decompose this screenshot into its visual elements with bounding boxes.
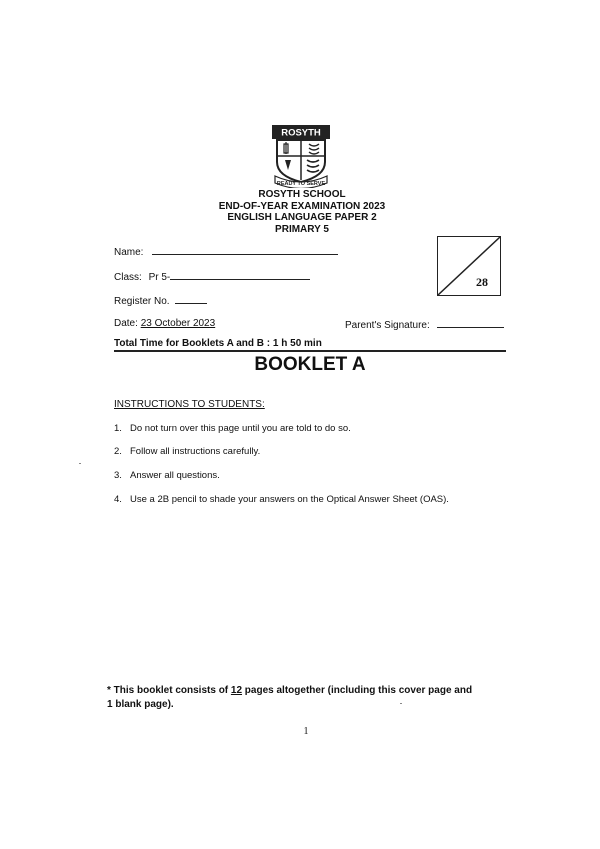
svg-text:READY TO SERVE: READY TO SERVE <box>276 181 326 187</box>
class-field <box>114 270 310 283</box>
booklet-title: BOOKLET A <box>254 354 366 375</box>
instruction-number: 2. <box>114 446 122 457</box>
page-count-number: 12 <box>230 685 243 696</box>
class-prefix: Pr 5- <box>148 272 171 283</box>
instruction-text: Use a 2B pencil to shade your answers on the Optical Answer Sheet (OAS). <box>130 494 449 505</box>
school-name: ROSYTH SCHOOL <box>258 189 346 200</box>
register-line[interactable] <box>175 294 207 304</box>
instruction-item <box>114 494 449 505</box>
school-crest-logo <box>271 124 331 188</box>
level-title: PRIMARY 5 <box>275 223 329 235</box>
instruction-item <box>114 446 260 457</box>
instruction-item <box>114 423 351 434</box>
instruction-number: 4. <box>114 494 122 505</box>
register-label: Register No. <box>114 296 170 307</box>
svg-text:ROSYTH: ROSYTH <box>281 127 321 139</box>
page-count-line-2: 1 blank page). <box>107 699 174 710</box>
date-value: 23 October 2023 <box>140 318 216 329</box>
instruction-number: 3. <box>114 470 122 481</box>
scan-speck <box>79 463 81 464</box>
instruction-number: 1. <box>114 423 122 434</box>
class-line[interactable] <box>170 270 310 280</box>
page-count-text-2: pages altogether (including this cover page and <box>242 685 473 696</box>
parent-signature-line[interactable] <box>437 318 504 328</box>
instruction-text: Follow all instructions carefully. <box>130 446 261 457</box>
name-label: Name: <box>114 247 144 258</box>
register-field <box>114 294 207 307</box>
score-total: 28 <box>476 275 488 289</box>
instruction-text: Answer all questions. <box>130 470 220 481</box>
parent-signature-label: Parent's Signature: <box>345 320 430 331</box>
name-field <box>114 245 338 258</box>
paper-title: ENGLISH LANGUAGE PAPER 2 <box>227 212 377 223</box>
date-field <box>114 318 215 329</box>
total-time: Total Time for Booklets A and B : 1 h 50 min <box>114 338 506 352</box>
name-line[interactable] <box>152 245 338 255</box>
instruction-item <box>114 470 220 481</box>
instructions-heading: INSTRUCTIONS TO STUDENTS: <box>114 399 265 410</box>
date-label: Date: <box>114 318 138 329</box>
class-label: Class: <box>114 272 142 283</box>
score-diagonal <box>438 237 500 295</box>
page-number: 1 <box>303 726 309 737</box>
exam-header <box>200 189 404 235</box>
page-count-note <box>107 684 507 712</box>
exam-title: END-OF-YEAR EXAMINATION 2023 <box>218 200 386 212</box>
page-count-text: * This booklet consists of <box>107 685 231 696</box>
instruction-text: Do not turn over this page until you are told to do so. <box>130 423 351 434</box>
parent-signature-field <box>345 318 504 331</box>
page-count-line-1 <box>107 684 507 698</box>
score-box <box>437 236 501 296</box>
